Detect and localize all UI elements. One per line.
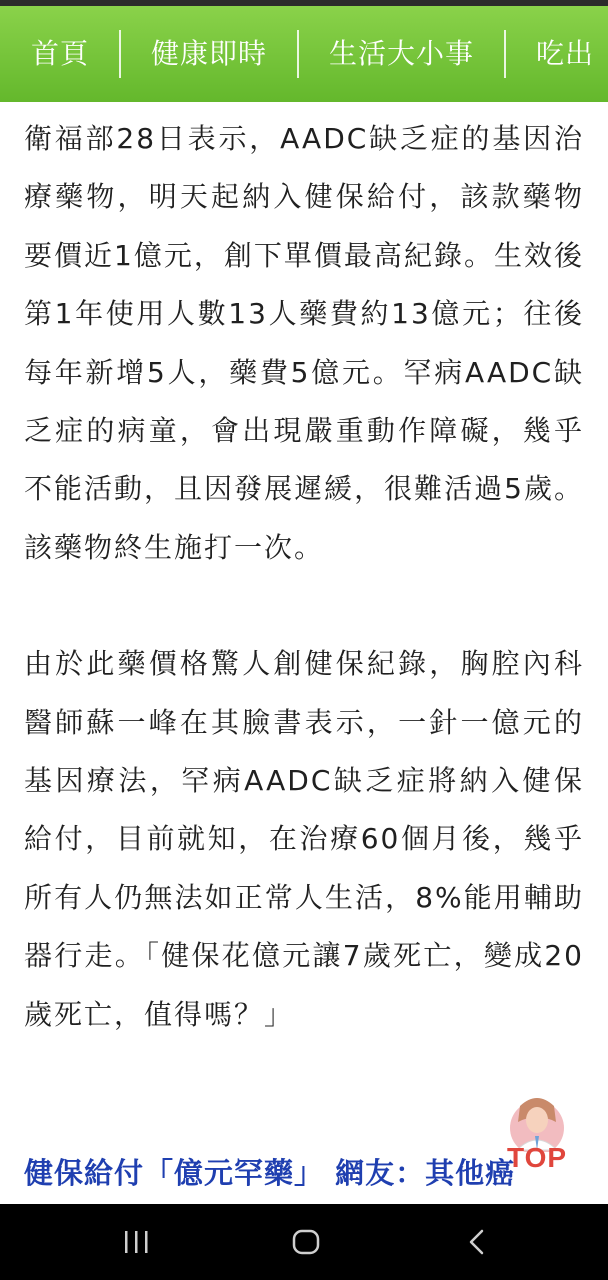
back-button[interactable] <box>436 1204 516 1280</box>
back-icon <box>436 1204 516 1280</box>
home-button[interactable] <box>266 1204 346 1280</box>
facebook-link[interactable]: 臉書 <box>242 705 305 739</box>
nav-item-diet[interactable]: 吃出 <box>536 37 595 70</box>
system-navigation-bar <box>0 1204 608 1280</box>
nav-item-lifestyle[interactable]: 生活大小事 <box>329 37 475 70</box>
paragraph-text: 表示，一針一億元的基因療法，罕病AADC缺乏症將納入健保給付，目前就知，在治療60個月後，幾乎所有人仍無法如正常人生活，8%能用輔助器行走。「健保花億元讓7歲死亡，變成20歲死亡，值得嗎？」 <box>24 705 584 1031</box>
nav-item-health-news[interactable]: 健康即時 <box>151 37 268 70</box>
back-to-top-button[interactable] <box>502 1092 572 1178</box>
recents-button[interactable] <box>96 1204 176 1280</box>
top-label: TOP <box>506 1142 568 1173</box>
home-icon <box>266 1204 346 1280</box>
paragraph-spacer <box>24 577 584 635</box>
recents-icon <box>96 1204 176 1280</box>
related-article-link[interactable]: 健保給付「億元罕藥」 網友：其他癌 <box>24 1156 516 1190</box>
article-body <box>24 110 584 1044</box>
article-paragraph: 衛福部28日表示，AADC缺乏症的基因治療藥物，明天起納入健保給付，該款藥物要價近1億元，創下單價最高紀錄。生效後第1年使用人數13人藥費約13億元；往後每年新增5人，藥費5億元。罕病AADC缺乏症的病童，會出現嚴重動作障礙，幾乎不能活動，且因發展遲緩，很難活過5歲。該藥物終生施打一次。 <box>24 122 584 564</box>
article-paragraph <box>24 635 584 1044</box>
nav-item-home[interactable]: 首頁 <box>31 37 90 70</box>
category-nav <box>0 6 608 102</box>
paragraph-text: 由於此藥價格驚人創健保紀錄，胸腔內科醫師蘇一峰在其 <box>24 647 584 739</box>
